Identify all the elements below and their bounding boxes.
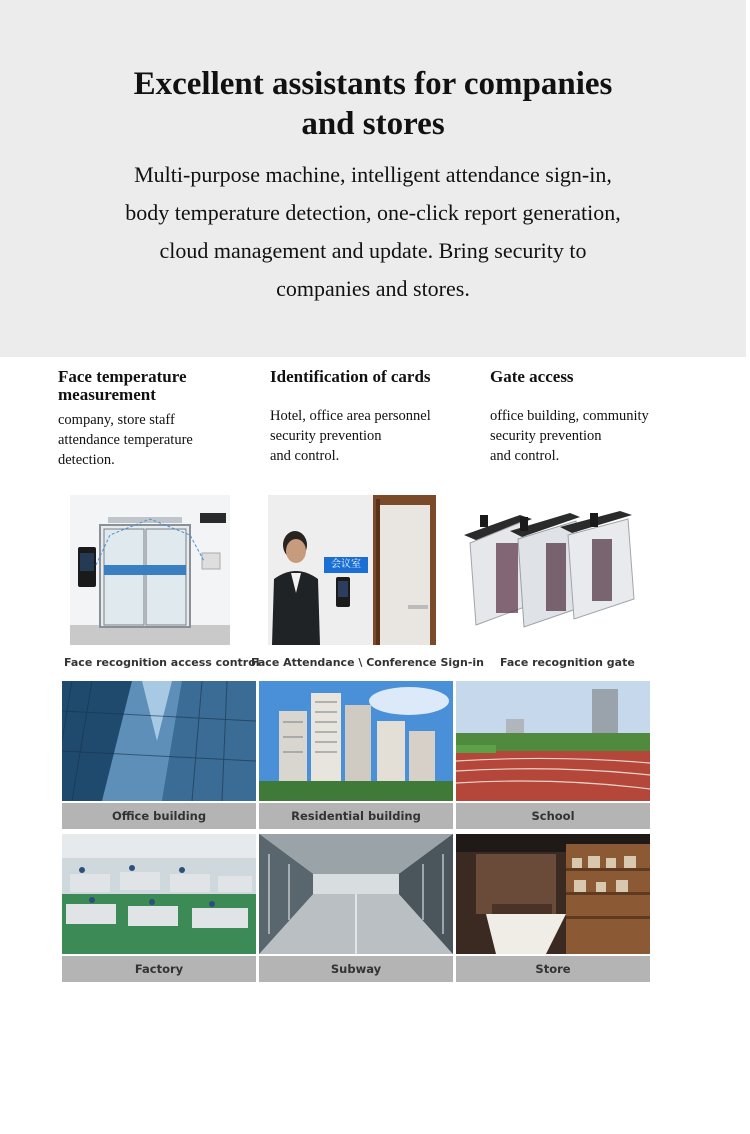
feature-title-line2: measurement <box>58 385 156 404</box>
office-building-image <box>62 681 256 801</box>
tile-label: Subway <box>259 956 453 982</box>
feature-description <box>490 406 720 466</box>
attendance-photo <box>268 495 436 645</box>
tile-residential-building <box>259 681 453 829</box>
tile-label: Store <box>456 956 650 982</box>
tile-factory <box>62 834 256 982</box>
hero-line2: body temperature detection, one-click report generation, <box>125 200 621 225</box>
feature-gate-access <box>490 368 720 466</box>
feature-title <box>58 368 288 404</box>
tile-label: School <box>456 803 650 829</box>
tile-label: Office building <box>62 803 256 829</box>
hero-title-line1: Excellent assistants for companies <box>133 66 613 102</box>
meeting-room-sign: 会议室 <box>324 557 368 573</box>
hero-line4: companies and stores. <box>276 276 470 301</box>
school-image <box>456 681 650 801</box>
tile-office-building <box>62 681 256 829</box>
gate-photo <box>460 495 645 645</box>
store-image <box>456 834 650 954</box>
factory-image <box>62 834 256 954</box>
feature-title-line1: Identification of cards <box>270 367 431 386</box>
feature-desc-line3: detection. <box>58 452 115 468</box>
residential-building-image <box>259 681 453 801</box>
feature-desc-line2: security prevention <box>490 428 602 444</box>
hero-line3: cloud management and update. Bring security to <box>159 238 587 263</box>
feature-desc-line3: and control. <box>270 448 340 464</box>
feature-card-identification <box>270 368 500 466</box>
feature-description <box>58 410 288 470</box>
tile-label: Residential building <box>259 803 453 829</box>
feature-title <box>490 368 720 386</box>
tile-store <box>456 834 650 982</box>
feature-title-line1: Face temperature <box>58 367 187 386</box>
caption-attendance: Face Attendance \ Conference Sign-in <box>251 656 485 669</box>
feature-description <box>270 406 500 466</box>
hero-title <box>0 64 746 144</box>
feature-face-temperature <box>58 368 288 470</box>
hero-line1: Multi-purpose machine, intelligent attendance sign-in, <box>134 162 612 187</box>
feature-title <box>270 368 500 386</box>
hero-title-line2: and stores <box>301 106 445 142</box>
hero-banner <box>0 0 746 357</box>
feature-title-line1: Gate access <box>490 367 574 386</box>
access-control-photo <box>70 495 230 645</box>
subway-image <box>259 834 453 954</box>
feature-desc-line2: attendance temperature <box>58 432 193 448</box>
tile-school <box>456 681 650 829</box>
feature-desc-line3: and control. <box>490 448 560 464</box>
hero-description <box>80 156 666 308</box>
feature-desc-line1: company, store staff <box>58 412 175 428</box>
tile-label: Factory <box>62 956 256 982</box>
feature-desc-line1: office building, community <box>490 408 649 424</box>
caption-access-control: Face recognition access control <box>64 656 260 669</box>
feature-desc-line2: security prevention <box>270 428 382 444</box>
tile-subway <box>259 834 453 982</box>
caption-gate: Face recognition gate <box>500 656 635 669</box>
feature-desc-line1: Hotel, office area personnel <box>270 408 431 424</box>
